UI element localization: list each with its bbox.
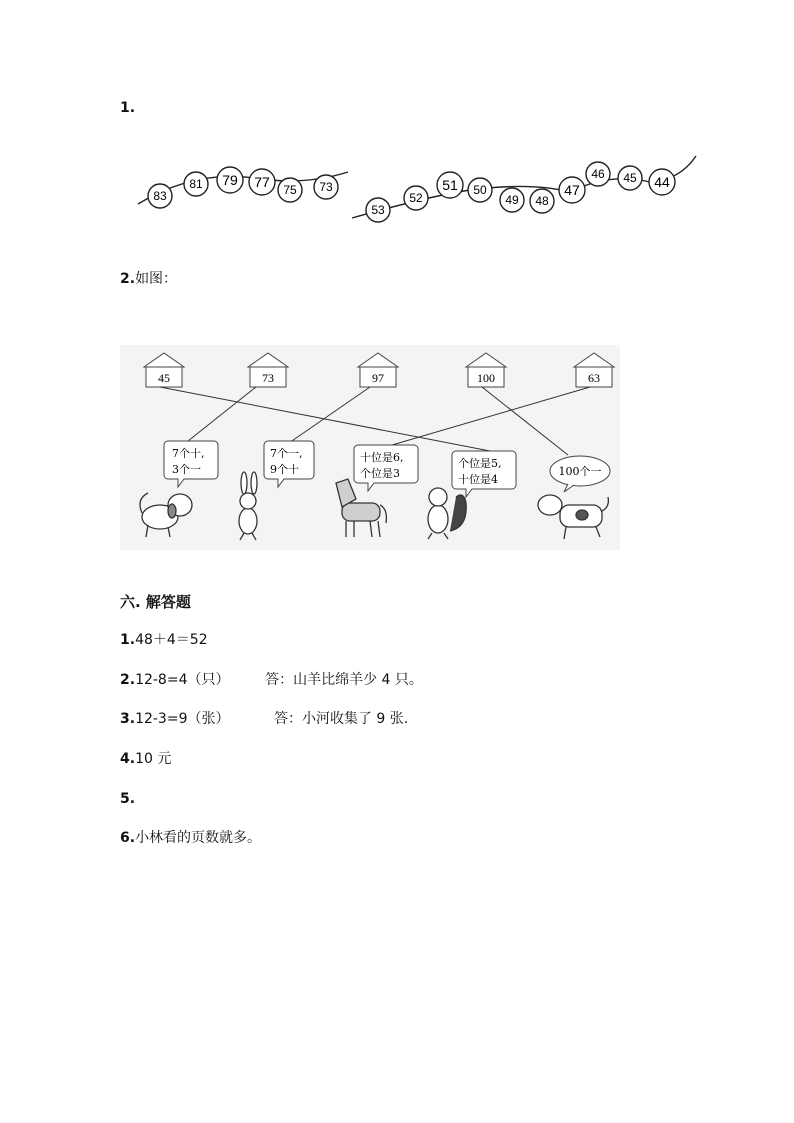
svg-text:个位是5,: 个位是5,: [458, 457, 502, 470]
bead-string-right: [350, 152, 700, 232]
svg-text:73: 73: [319, 180, 333, 194]
bead: [249, 169, 275, 195]
svg-text:75: 75: [283, 183, 297, 197]
bead: [586, 162, 610, 186]
svg-text:46: 46: [591, 167, 605, 181]
svg-text:3个一: 3个一: [172, 463, 201, 476]
svg-text:47: 47: [564, 182, 580, 198]
svg-text:7个一,: 7个一,: [270, 447, 303, 460]
answer-3: 3.12-3=9（张） 答：小河收集了 9 张.: [120, 711, 409, 727]
bead: [559, 177, 585, 203]
svg-text:81: 81: [189, 177, 203, 191]
answer-6: 6.小林看的页数就多。: [120, 830, 262, 846]
svg-text:77: 77: [254, 174, 270, 190]
bead: [366, 198, 390, 222]
svg-text:100: 100: [477, 371, 495, 385]
svg-text:7个十,: 7个十,: [172, 447, 205, 460]
svg-text:9个十: 9个十: [270, 463, 299, 476]
section-title: 六. 解答题: [120, 593, 191, 611]
svg-text:十位是6,: 十位是6,: [360, 451, 404, 464]
bead: [278, 178, 302, 202]
bead: [148, 184, 172, 208]
answer-4: 4.10 元: [120, 751, 172, 767]
svg-text:97: 97: [372, 371, 384, 385]
bead: [618, 166, 642, 190]
bead-string-line: [352, 156, 696, 218]
svg-text:48: 48: [535, 194, 549, 208]
svg-text:个位是3: 个位是3: [360, 467, 400, 480]
bead: [530, 189, 554, 213]
bead: [184, 172, 208, 196]
svg-text:52: 52: [409, 191, 423, 205]
matching-figure: [120, 345, 620, 555]
answer-5: 5.: [120, 791, 136, 807]
svg-text:51: 51: [442, 177, 458, 193]
bead: [404, 186, 428, 210]
question-1-label: 1.: [120, 100, 136, 116]
svg-text:53: 53: [371, 203, 385, 217]
svg-text:100个一: 100个一: [558, 465, 602, 478]
svg-text:63: 63: [588, 371, 600, 385]
svg-text:83: 83: [153, 189, 167, 203]
svg-text:十位是4: 十位是4: [458, 473, 498, 486]
bead: [649, 169, 675, 195]
bead: [500, 188, 524, 212]
svg-text:44: 44: [654, 174, 670, 190]
svg-text:79: 79: [222, 172, 238, 188]
bead: [314, 175, 338, 199]
answer-2: 2.12-8=4（只） 答：山羊比绵羊少 4 只。: [120, 672, 423, 688]
bead: [437, 172, 463, 198]
svg-text:45: 45: [623, 171, 637, 185]
question-2: 2.如图：: [120, 271, 178, 287]
svg-text:73: 73: [262, 371, 274, 385]
svg-text:50: 50: [473, 183, 487, 197]
svg-text:45: 45: [158, 371, 170, 385]
answer-1: 1.48＋4＝52: [120, 632, 208, 648]
bead: [468, 178, 492, 202]
svg-text:49: 49: [505, 193, 519, 207]
bead: [217, 167, 243, 193]
bead-string-left: [134, 160, 354, 230]
